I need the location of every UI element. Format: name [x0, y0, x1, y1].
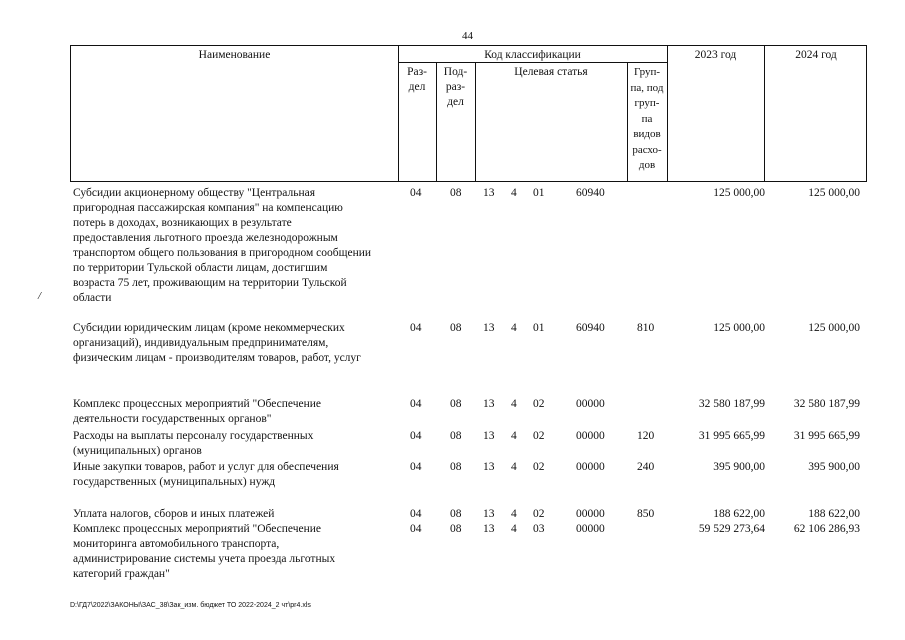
row-target-complex: 03 — [533, 523, 545, 535]
row-target-complex: 01 — [533, 187, 545, 199]
row-vid: 120 — [637, 430, 655, 442]
row-podrazdel: 08 — [450, 398, 462, 410]
row-amount-2024: 32 580 187,99 — [793, 398, 860, 410]
column-header-vid: Груп- па, под груп- па видов расхо- дов — [630, 66, 664, 171]
row-razdel: 04 — [410, 523, 422, 535]
row-podrazdel: 08 — [450, 322, 462, 334]
row-amount-2023: 125 000,00 — [713, 322, 765, 334]
row-target-complex: 02 — [533, 398, 545, 410]
row-target-direction: 00000 — [576, 461, 605, 473]
file-path-footer: D:\ГД7\2022\ЗАКОНЫ\ЗАС_38\Зак_изм. бюджет ТО 2022-2024_2 чт\pr4.xls — [70, 602, 311, 609]
row-target-direction: 60940 — [576, 187, 605, 199]
row-name: Комплекс процессных мероприятий "Обеспечение мониторинга автомобильного транспорта, администрирование системы учета проезда льготных категорий граждан" — [73, 523, 336, 580]
row-target-type: 4 — [511, 523, 517, 535]
row-target-program: 13 — [483, 461, 495, 473]
row-name: Субсидии акционерному обществу "Центральная пригородная пассажирская компания" на компенсацию потерь в доходах, возникающих в результате предоставления льготного проезда железнодорожным транспортом общего пользования в пригородном сообщении по территории Тульской области лицам, достигшим возраста 75 лет, проживающим на территории Тульской области — [73, 187, 372, 304]
row-razdel: 04 — [410, 322, 422, 334]
row-amount-2023: 32 580 187,99 — [698, 398, 765, 410]
row-target-complex: 01 — [533, 322, 545, 334]
row-podrazdel: 08 — [450, 461, 462, 473]
row-amount-2024: 188 622,00 — [808, 508, 860, 520]
row-name: Иные закупки товаров, работ и услуг для обеспечения государственных (муниципальных) нужд — [73, 461, 339, 488]
row-target-type: 4 — [511, 398, 517, 410]
column-header-code: Код классификации — [484, 49, 581, 61]
row-vid: 240 — [637, 461, 655, 473]
row-amount-2024: 395 900,00 — [808, 461, 860, 473]
row-target-type: 4 — [511, 430, 517, 442]
row-podrazdel: 08 — [450, 523, 462, 535]
column-header-name: Наименование — [198, 49, 271, 61]
margin-mark: / — [38, 290, 42, 302]
row-podrazdel: 08 — [450, 430, 462, 442]
row-target-program: 13 — [483, 187, 495, 199]
row-amount-2024: 31 995 665,99 — [793, 430, 860, 442]
row-target-type: 4 — [511, 187, 517, 199]
row-target-type: 4 — [511, 508, 517, 520]
row-razdel: 04 — [410, 398, 422, 410]
header-divider — [667, 46, 668, 181]
row-podrazdel: 08 — [450, 187, 462, 199]
row-vid: 810 — [637, 322, 655, 334]
column-header-razdel: Раз- дел — [407, 66, 427, 93]
row-target-type: 4 — [511, 322, 517, 334]
row-target-type: 4 — [511, 461, 517, 473]
row-amount-2023: 395 900,00 — [713, 461, 765, 473]
row-target-direction: 00000 — [576, 398, 605, 410]
row-target-program: 13 — [483, 322, 495, 334]
row-target-program: 13 — [483, 508, 495, 520]
row-amount-2023: 125 000,00 — [713, 187, 765, 199]
row-target-direction: 00000 — [576, 508, 605, 520]
row-razdel: 04 — [410, 430, 422, 442]
row-amount-2023: 31 995 665,99 — [698, 430, 765, 442]
row-name: Расходы на выплаты персоналу государственных (муниципальных) органов — [73, 430, 314, 457]
row-razdel: 04 — [410, 187, 422, 199]
row-vid: 850 — [637, 508, 655, 520]
row-amount-2024: 125 000,00 — [808, 187, 860, 199]
row-razdel: 04 — [410, 508, 422, 520]
row-name: Уплата налогов, сборов и иных платежей — [73, 508, 275, 520]
column-header-2024: 2024 год — [795, 49, 837, 61]
row-amount-2023: 188 622,00 — [713, 508, 765, 520]
row-target-complex: 02 — [533, 508, 545, 520]
column-header-podrazdel: Под- раз- дел — [443, 66, 468, 108]
row-amount-2024: 62 106 286,93 — [793, 523, 860, 535]
table-header — [70, 45, 867, 182]
row-target-complex: 02 — [533, 430, 545, 442]
column-header-2023: 2023 год — [694, 49, 737, 61]
row-amount-2024: 125 000,00 — [808, 322, 860, 334]
row-target-complex: 02 — [533, 461, 545, 473]
header-divider — [764, 46, 765, 181]
row-amount-2023: 59 529 273,64 — [698, 523, 765, 535]
row-target-direction: 00000 — [576, 523, 605, 535]
row-target-program: 13 — [483, 398, 495, 410]
column-header-target: Целевая статья — [514, 66, 588, 78]
row-name: Субсидии юридическим лицам (кроме некоммерческих организаций), индивидуальным предпринимателям, физическим лицам - производителям товаров, работ, услуг — [73, 322, 361, 364]
row-name: Комплекс процессных мероприятий "Обеспечение деятельности государственных органов" — [73, 398, 322, 425]
row-target-program: 13 — [483, 523, 495, 535]
page-number: 44 — [462, 30, 473, 42]
row-target-direction: 00000 — [576, 430, 605, 442]
row-target-direction: 60940 — [576, 322, 605, 334]
row-razdel: 04 — [410, 461, 422, 473]
row-podrazdel: 08 — [450, 508, 462, 520]
row-target-program: 13 — [483, 430, 495, 442]
